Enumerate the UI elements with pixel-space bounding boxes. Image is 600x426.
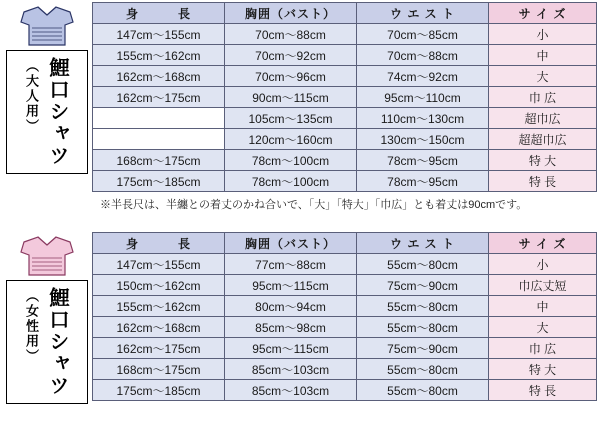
cell-bust: 85cm〜98cm <box>225 317 357 338</box>
cell-height: 162cm〜168cm <box>93 317 225 338</box>
cell-waist: 55cm〜80cm <box>357 380 489 401</box>
table-header-row <box>93 3 597 24</box>
cell-waist: 55cm〜80cm <box>357 359 489 380</box>
table-row <box>93 171 597 192</box>
cell-waist: 75cm〜90cm <box>357 275 489 296</box>
cell-height: 155cm〜162cm <box>93 45 225 66</box>
cell-bust: 70cm〜92cm <box>225 45 357 66</box>
column-header-size: サ イ ズ <box>489 233 597 254</box>
cell-height <box>93 129 225 150</box>
shirt-pink-icon <box>16 234 78 278</box>
cell-size: 巾 広 <box>489 338 597 359</box>
cell-waist: 74cm〜92cm <box>357 66 489 87</box>
cell-height <box>93 108 225 129</box>
column-header-bust: 胸囲（バスト） <box>225 233 357 254</box>
table-row <box>93 254 597 275</box>
table-header-row <box>93 233 597 254</box>
footnote: ※半長尺は、半纏との着丈のかね合いで、「大」「特大」「巾広」とも着丈は90cmです。 <box>100 199 528 211</box>
cell-size: 超巾広 <box>489 108 597 129</box>
column-header-bust: 胸囲（バスト） <box>225 3 357 24</box>
cell-size: 特 長 <box>489 380 597 401</box>
cell-size: 中 <box>489 296 597 317</box>
cell-waist: 95cm〜110cm <box>357 87 489 108</box>
label-main-adult: 鯉口シャツ <box>46 57 68 167</box>
cell-height: 162cm〜175cm <box>93 87 225 108</box>
label-box-adult <box>6 50 88 174</box>
cell-height: 168cm〜175cm <box>93 359 225 380</box>
cell-bust: 78cm〜100cm <box>225 150 357 171</box>
cell-height: 150cm〜162cm <box>93 275 225 296</box>
table-row <box>93 338 597 359</box>
cell-size: 超超巾広 <box>489 129 597 150</box>
column-header-size: サ イ ズ <box>489 3 597 24</box>
column-header-waist: ウ エ ス ト <box>357 3 489 24</box>
cell-size: 小 <box>489 254 597 275</box>
column-header-waist: ウ エ ス ト <box>357 233 489 254</box>
table-row <box>93 24 597 45</box>
table-row <box>93 129 597 150</box>
cell-bust: 95cm〜115cm <box>225 338 357 359</box>
cell-height: 162cm〜175cm <box>93 338 225 359</box>
label-column-adult <box>4 0 90 174</box>
table-row <box>93 66 597 87</box>
cell-size: 中 <box>489 45 597 66</box>
cell-size: 特 大 <box>489 150 597 171</box>
cell-bust: 120cm〜160cm <box>225 129 357 150</box>
table-row <box>93 296 597 317</box>
cell-height: 147cm〜155cm <box>93 24 225 45</box>
shirt-blue-icon <box>16 4 78 48</box>
table-row <box>93 87 597 108</box>
cell-bust: 85cm〜103cm <box>225 359 357 380</box>
cell-bust: 90cm〜115cm <box>225 87 357 108</box>
label-column-women <box>4 230 90 404</box>
cell-size: 特 大 <box>489 359 597 380</box>
cell-waist: 70cm〜88cm <box>357 45 489 66</box>
cell-waist: 55cm〜80cm <box>357 317 489 338</box>
cell-bust: 77cm〜88cm <box>225 254 357 275</box>
cell-size: 巾 広 <box>489 87 597 108</box>
size-table-adult <box>92 2 597 192</box>
table-row <box>93 359 597 380</box>
size-table-women <box>92 232 597 401</box>
cell-height: 175cm〜185cm <box>93 171 225 192</box>
cell-size: 特 長 <box>489 171 597 192</box>
cell-bust: 85cm〜103cm <box>225 380 357 401</box>
cell-size: 大 <box>489 66 597 87</box>
table-row <box>93 108 597 129</box>
table-row <box>93 150 597 171</box>
cell-height: 168cm〜175cm <box>93 150 225 171</box>
column-header-height: 身 長 <box>93 233 225 254</box>
cell-bust: 95cm〜115cm <box>225 275 357 296</box>
cell-waist: 78cm〜95cm <box>357 150 489 171</box>
cell-size: 小 <box>489 24 597 45</box>
table-row <box>93 45 597 66</box>
cell-waist: 78cm〜95cm <box>357 171 489 192</box>
label-main-women: 鯉口シャツ <box>46 287 68 397</box>
table-row <box>93 275 597 296</box>
cell-height: 147cm〜155cm <box>93 254 225 275</box>
cell-size: 巾広丈短 <box>489 275 597 296</box>
cell-height: 162cm〜168cm <box>93 66 225 87</box>
cell-bust: 70cm〜88cm <box>225 24 357 45</box>
cell-bust: 78cm〜100cm <box>225 171 357 192</box>
cell-waist: 70cm〜85cm <box>357 24 489 45</box>
cell-waist: 130cm〜150cm <box>357 129 489 150</box>
cell-waist: 55cm〜80cm <box>357 296 489 317</box>
table-row <box>93 380 597 401</box>
table-row <box>93 317 597 338</box>
cell-waist: 110cm〜130cm <box>357 108 489 129</box>
cell-height: 155cm〜162cm <box>93 296 225 317</box>
label-box-women <box>6 280 88 404</box>
cell-height: 175cm〜185cm <box>93 380 225 401</box>
label-sub-adult: （大人用） <box>24 59 39 134</box>
cell-waist: 55cm〜80cm <box>357 254 489 275</box>
cell-bust: 80cm〜94cm <box>225 296 357 317</box>
cell-waist: 75cm〜90cm <box>357 338 489 359</box>
label-sub-women: （女性用） <box>24 289 39 364</box>
cell-size: 大 <box>489 317 597 338</box>
cell-bust: 70cm〜96cm <box>225 66 357 87</box>
column-header-height: 身 長 <box>93 3 225 24</box>
cell-bust: 105cm〜135cm <box>225 108 357 129</box>
